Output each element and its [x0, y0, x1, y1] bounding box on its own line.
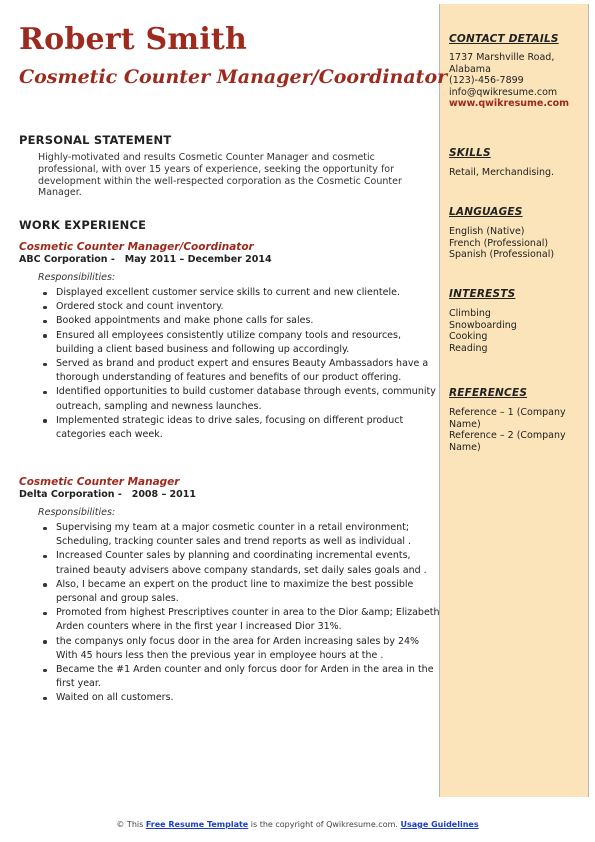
responsibilities-label: Responsibilities: [38, 507, 116, 518]
list-item: Promoted from highest Prescriptives counter in area to the Dior &amp; Elizabeth Arden counters where in the first year I increased Dior 31%. [56, 606, 441, 634]
address-line-2: Alabama [449, 63, 491, 75]
languages-heading: LANGUAGES [449, 206, 523, 218]
sidebar [439, 4, 589, 797]
list-item: Identified opportunities to build customer database through events, community outreach, sampling and newness launches. [56, 385, 441, 413]
list-item: Reading [449, 342, 488, 354]
list-item: Displayed excellent customer service skills to current and new clientele. [56, 286, 441, 300]
list-item: Climbing [449, 308, 491, 319]
list-item: Ensured all employees consistently utilize company tools and resources, building a client based business and following up accordingly. [56, 329, 441, 357]
list-item: Increased Counter sales by planning and coordinating incremental events, trained beauty advisers above company standards, set daily sales goals and . [56, 549, 441, 577]
list-item: Implemented strategic ideas to drive sales, focusing on different product categories each week. [56, 414, 441, 442]
skills-heading: SKILLS [449, 147, 491, 159]
personal-statement-heading: PERSONAL STATEMENT [19, 133, 172, 147]
interests-list [449, 308, 587, 354]
candidate-title: Cosmetic Counter Manager/Coordinator [19, 66, 448, 88]
footer-prefix: © This [116, 820, 146, 829]
list-item: Retail, Merchandising. [449, 167, 555, 178]
languages-list [449, 226, 587, 261]
free-resume-template-link[interactable]: Free Resume Template [145, 820, 249, 829]
list-item: Booked appointments and make phone calls for sales. [56, 314, 441, 328]
job-company-dates: ABC Corporation - May 2011 – December 2014 [19, 254, 272, 265]
interests-heading: INTERESTS [449, 288, 516, 300]
responsibilities-label: Responsibilities: [38, 272, 116, 283]
list-item: Became the #1 Arden counter and only forcus door for Arden in the area in the first year. [56, 663, 441, 691]
list-item: Waited on all customers. [56, 691, 441, 705]
job-title: Cosmetic Counter Manager/Coordinator [19, 241, 254, 253]
contact-heading: CONTACT DETAILS [449, 33, 559, 45]
usage-guidelines-link[interactable]: Usage Guidelines [400, 820, 479, 829]
list-item: English (Native) [449, 226, 525, 237]
job-bullets [38, 286, 441, 442]
email[interactable]: info@qwikresume.com [449, 86, 558, 98]
list-item: Cooking [449, 331, 488, 343]
job-company-dates: Delta Corporation - 2008 – 2011 [19, 489, 196, 500]
personal-statement-text: Highly-motivated and results Cosmetic Counter Manager and cosmetic professional, with over 15 years of experience, seeking the opportunity for development within the well-respected corporation as the Cosmetic Counter Manager. [38, 152, 402, 199]
references-heading: REFERENCES [449, 387, 528, 399]
address-line-1: 1737 Marshville Road, [449, 52, 555, 63]
skills-list [449, 167, 587, 179]
list-item: Reference – 1 (Company Name) [449, 407, 566, 430]
job-bullets [38, 521, 441, 706]
list-item: Supervising my team at a major cosmetic counter in a retail environment; Scheduling, tracking counter sales and trend reports as well as individual . [56, 521, 441, 549]
phone: (123)-456-7899 [449, 75, 524, 87]
footer-middle: is the copyright of Qwikresume.com. [248, 820, 401, 829]
candidate-name: Robert Smith [19, 22, 247, 57]
contact-details [449, 52, 587, 110]
list-item: Spanish (Professional) [449, 249, 555, 261]
footer [0, 820, 595, 829]
website-link[interactable]: www.qwikresume.com [449, 98, 570, 110]
list-item: the companys only focus door in the area for Arden increasing sales by 24% With 45 hours less then the previous year in employee hours at the . [56, 635, 441, 663]
list-item: French (Professional) [449, 237, 549, 249]
list-item: Reference – 2 (Company Name) [449, 430, 566, 453]
list-item: Ordered stock and count inventory. [56, 300, 441, 314]
work-experience-heading: WORK EXPERIENCE [19, 218, 147, 232]
references-list [449, 407, 587, 453]
list-item: Served as brand and product expert and ensures Beauty Ambassadors have a thorough understanding of features and benefits of our product offering. [56, 357, 441, 385]
list-item: Also, I became an expert on the product line to maximize the best possible personal and group sales. [56, 578, 441, 606]
list-item: Snowboarding [449, 319, 517, 331]
job-title: Cosmetic Counter Manager [19, 476, 180, 488]
